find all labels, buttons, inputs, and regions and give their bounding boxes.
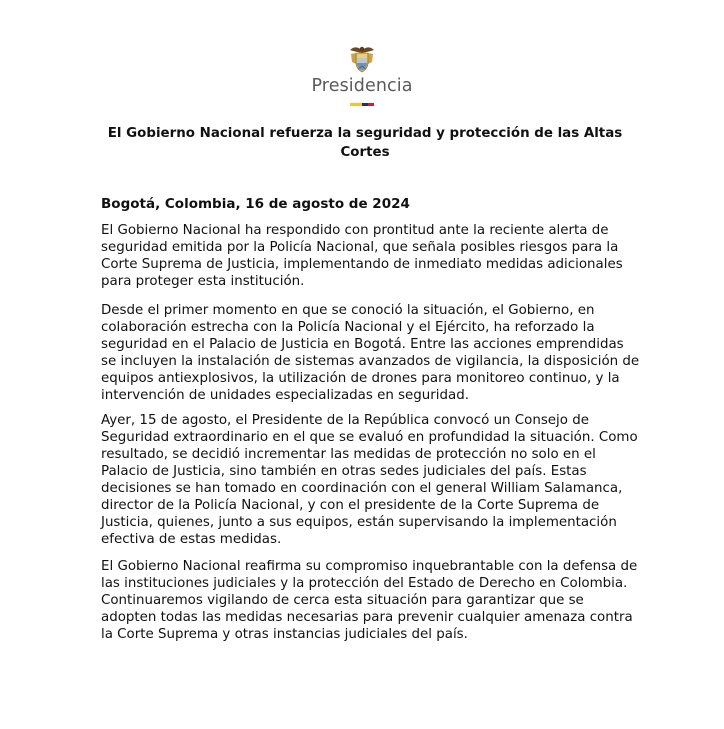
article-paragraph: Ayer, 15 de agosto, el Presidente de la República convocó un Consejo de Seguridad extraordinario en el que se evaluó en profundidad la situación. Como resultado, se decidió incrementar las medidas de protección no solo en el Palacio de Justicia, sino también en otras sedes judiciales del país. Estas decisiones se han tomado en coordinación con el general William Salamanca, director de la Policía Nacional, y con el presidente de la Corte Suprema de Justicia, quienes, junto a sus equipos, están supervisando la implementación efectiva de estas medidas. (101, 413, 638, 547)
article-title: El Gobierno Nacional refuerza la seguridad y protección de las Altas Cortes (107, 126, 623, 160)
article-paragraph: El Gobierno Nacional ha respondido con prontitud ante la reciente alerta de seguridad emitida por la Policía Nacional, que señala posibles riesgos para la Corte Suprema de Justicia, implementando de inmediato medidas adicionales para proteger esta institución. (101, 223, 623, 289)
article-dateline: Bogotá, Colombia, 16 de agosto de 2024 (101, 196, 410, 212)
presidencia-logo (0, 44, 724, 106)
article-paragraph: Desde el primer momento en que se conoció la situación, el Gobierno, en colaboración estrecha con la Policía Nacional y el Ejército, ha reforzado la seguridad en el Palacio de Justicia en Bogotá. Entre las acciones emprendidas se incluyen la instalación de sistemas avanzados de vigilancia, la disposición de equipos antiexplosivos, la utilización de drones para monitoreo continuo, y la intervención de unidades especializadas en seguridad. (101, 303, 640, 403)
article-paragraph: El Gobierno Nacional reafirma su compromiso inquebrantable con la defensa de las instituciones judiciales y la protección del Estado de Derecho en Colombia. Continuaremos vigilando de cerca esta situación para garantizar que se adopten todas las medidas necesarias para prevenir cualquier amenaza contra la Corte Suprema y otras instancias judiciales del país. (101, 559, 638, 642)
flag-red-stripe (368, 103, 374, 106)
flag-colors-bar (0, 103, 724, 106)
brand-name: Presidencia (311, 76, 413, 96)
coat-of-arms-icon (347, 44, 377, 74)
flag-yellow-stripe (350, 103, 362, 106)
